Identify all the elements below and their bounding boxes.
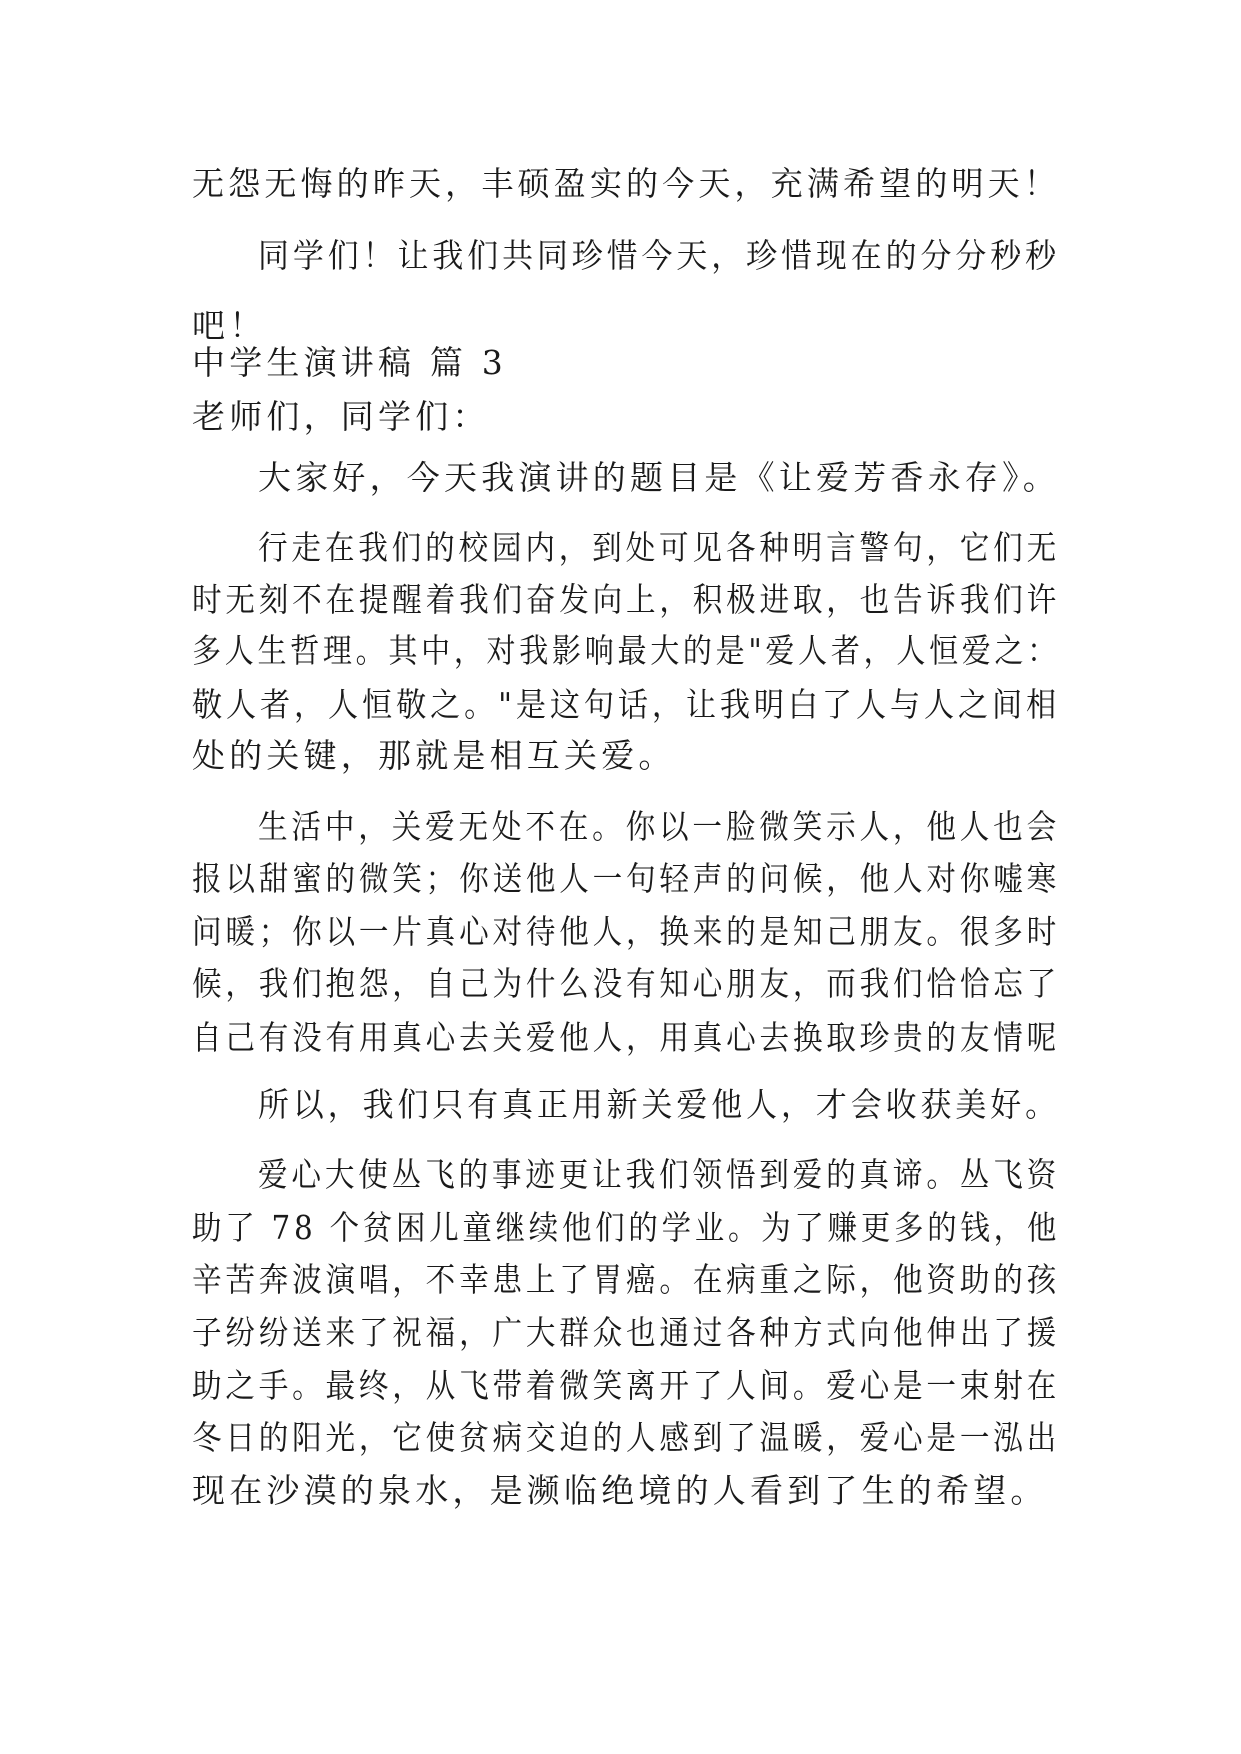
text-line: 同学们！让我们共同珍惜今天，珍惜现在的分分秒秒 bbox=[258, 236, 1060, 275]
text-line: 时无刻不在提醒着我们奋发向上，积极进取，也告诉我们许 bbox=[192, 580, 1060, 619]
text-line: 问暖；你以一片真心对待他人，换来的是知己朋友。很多时 bbox=[192, 912, 1060, 951]
text-line: 生活中，关爱无处不在。你以一脸微笑示人，他人也会 bbox=[258, 807, 1061, 846]
text-line: 报以甜蜜的微笑；你送他人一句轻声的问候，他人对你嘘寒 bbox=[192, 859, 1060, 898]
section-heading: 中学生演讲稿 篇 3 bbox=[192, 343, 507, 382]
text-line: 助之手。最终，从飞带着微笑离开了人间。爱心是一束射在 bbox=[192, 1366, 1060, 1405]
text-line: 处的关键，那就是相互关爱。 bbox=[192, 736, 676, 775]
text-line: 吧！ bbox=[192, 306, 267, 345]
salutation: 老师们，同学们： bbox=[192, 397, 490, 436]
text-line: 子纷纷送来了祝福，广大群众也通过各种方式向他伸出了援 bbox=[192, 1313, 1060, 1352]
text-line: 行走在我们的校园内，到处可见各种明言警句，它们无 bbox=[258, 528, 1061, 567]
text-line: 现在沙漠的泉水，是濒临绝境的人看到了生的希望。 bbox=[192, 1471, 1048, 1510]
text-line: 自己有没有用真心去关爱他人，用真心去换取珍贵的友情呢 bbox=[192, 1018, 1060, 1057]
text-line: 所以，我们只有真正用新关爱他人，才会收获美好。 bbox=[258, 1085, 1060, 1124]
text-line: 辛苦奔波演唱，不幸患上了胃癌。在病重之际，他资助的孩 bbox=[192, 1260, 1060, 1299]
text-line: 爱心大使丛飞的事迹更让我们领悟到爱的真谛。丛飞资 bbox=[258, 1155, 1061, 1194]
text-line: 无怨无悔的昨天，丰硕盈实的今天，充满希望的明天！ bbox=[192, 164, 1060, 203]
text-line: 冬日的阳光，它使贫病交迫的人感到了温暖，爱心是一泓出 bbox=[192, 1418, 1060, 1457]
text-line: 候，我们抱怨，自己为什么没有知心朋友，而我们恰恰忘了 bbox=[192, 964, 1060, 1003]
text-line: 大家好，今天我演讲的题目是《让爱芳香永存》。 bbox=[258, 458, 1060, 497]
text-line: 多人生哲理。其中，对我影响最大的是"爱人者，人恒爱之： bbox=[192, 631, 1061, 670]
text-line: 敬人者，人恒敬之。"是这句话，让我明白了人与人之间相 bbox=[192, 685, 1061, 724]
text-line: 助了 78 个贫困儿童继续他们的学业。为了赚更多的钱，他 bbox=[192, 1208, 1061, 1247]
